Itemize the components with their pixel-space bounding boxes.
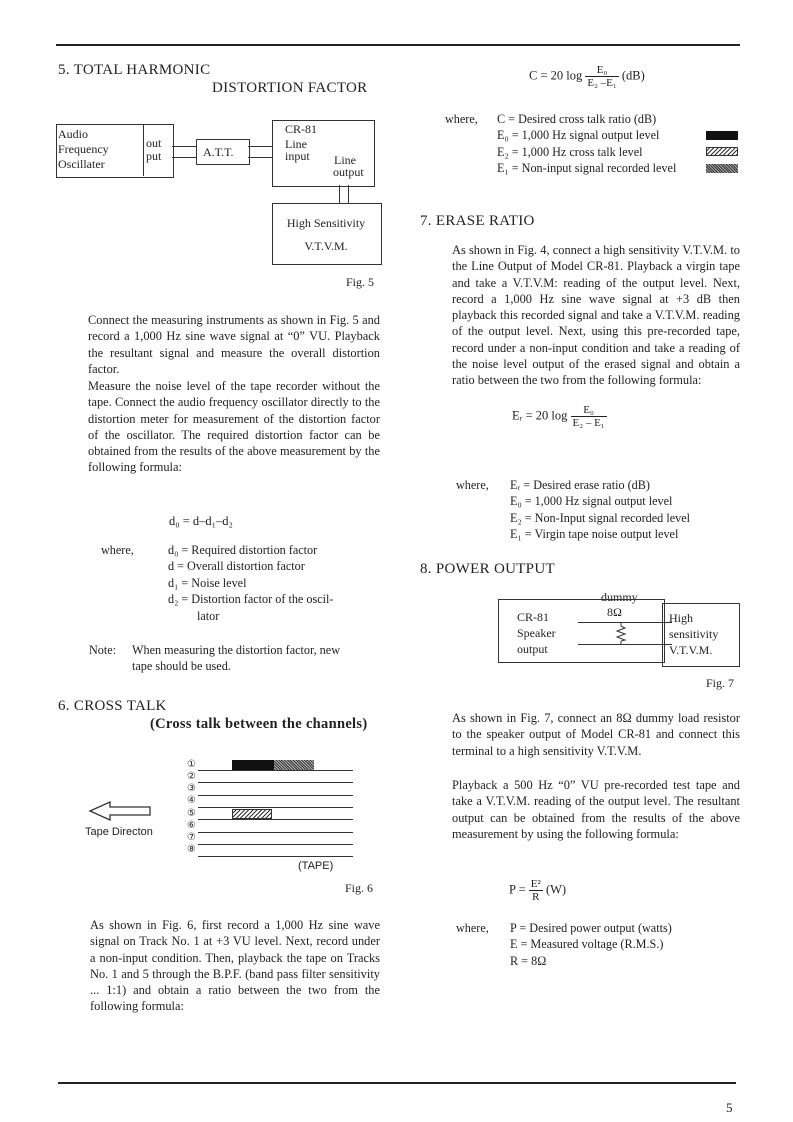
crosstalk-definitions: C = Desired cross talk ratio (dB) E₀ = 1,000 Hz signal output level E₂ = 1,000 Hz cross talk level E₁ = Non-input signal recorded level: [497, 112, 677, 176]
fig7-caption: Fig. 7: [706, 676, 735, 690]
ohm-label: 8Ω: [607, 605, 622, 619]
cr81-speaker-output-label: CR-81 Speaker output: [517, 610, 556, 656]
track5-block: [232, 809, 272, 819]
section6-heading: 6. CROSS TALK: [58, 698, 167, 714]
power-formula: P = $\frac{\text{E²}}{R}$ (W): [509, 878, 567, 903]
section5-where: where,: [101, 543, 134, 557]
resistor-icon: [615, 622, 627, 645]
crosstalk-where: where,: [445, 112, 478, 126]
legend-e1-swatch: [706, 164, 738, 173]
page-number: 5: [726, 1100, 733, 1115]
dummy-label: dummy: [601, 590, 638, 604]
tape-label: (TAPE): [298, 860, 334, 872]
track1-signal-block: [232, 760, 274, 770]
high-sensitivity-vtvm-label: High sensitivity V.T.V.M.: [669, 611, 719, 657]
fig5-caption: Fig. 5: [346, 275, 375, 289]
section5-paragraph-1: Connect the measuring instruments as shown in Fig. 5 and record a 1,000 Hz sine wave signal at “0” VU. Playback the resultant signal and measure the overall distortion factor.: [88, 313, 380, 376]
vtvm-label: High Sensitivity V.T.V.M.: [286, 216, 366, 253]
out-put-label: out put: [146, 136, 162, 163]
section8-definitions: P = Desired power output (watts) E = Measured voltage (R.M.S.) R = 8Ω: [510, 921, 672, 968]
audio-oscillator-label: Audio Frequency Oscillater: [58, 127, 109, 171]
section7-definitions: Eᵣ = Desired erase ratio (dB) E₀ = 1,000 Hz signal output level E₂ = Non-Input signal recorded level E₁ = Virgin tape noise output level: [510, 478, 690, 542]
section6-paragraph: As shown in Fig. 6, first record a 1,000 Hz sine wave signal on Track No. 1 at +3 VU level. Next, record under a non-input condition. Then, playback the tape on Tracks No. 1 and 5 through the B.P.F. (band pass filter sensitivity ... 1:1) and obtain a ratio between the two from the following formula:: [90, 918, 380, 1014]
section8-paragraph-1: As shown in Fig. 7, connect an 8Ω dummy load resistor to the speaker output of Model CR-81 and connect this terminal to a high sensitivity V.T.V.M.: [452, 711, 740, 758]
note-label: Note:: [89, 643, 117, 657]
distortion-formula: d₀ = d–d₁–d₂: [169, 514, 233, 528]
tape-direction-arrow-icon: [88, 800, 152, 822]
legend-e0-swatch: [706, 131, 738, 140]
track1-crosstalk-block: [274, 760, 314, 770]
line-output-label: Line output: [333, 153, 364, 179]
section7-paragraph: As shown in Fig. 4, connect a high sensitivity V.T.V.M. to the Line Output of Model CR-81. Playback a virgin tape and take a V.T.V.M: reading of the output level. Next, record a 1,000 Hz sine wave signal at +3 dB then playback this recorded signal and take a V.T.V.M. reading of the output level. Next, using this pre-recorded tape, record under a non-input condition and take a reading of the noise level output of the erased signal and obtain a ratio between the two from the following formula:: [452, 243, 740, 388]
section7-heading: 7. ERASE RATIO: [420, 213, 535, 229]
section8-heading: 8. POWER OUTPUT: [420, 561, 555, 577]
att-label: A.T.T.: [203, 145, 234, 159]
erase-ratio-formula: Eᵣ = 20 log $\frac{\text{E₀}}{\text{E₂ – E₁}}$: [512, 404, 605, 429]
line-input-label: Line input: [285, 137, 310, 163]
section5-heading-2: DISTORTION FACTOR: [212, 80, 368, 96]
section5-heading-1: 5. TOTAL HARMONIC: [58, 62, 211, 78]
top-rule: [56, 44, 740, 46]
crosstalk-formula: C = 20 log $\frac{\text{E₀}}{\text{E₂ –E₁}}$ (dB): [529, 64, 645, 89]
section7-where: where,: [456, 478, 489, 492]
fig6-caption: Fig. 6: [345, 881, 374, 895]
section5-paragraph-2: Measure the noise level of the tape recorder without the tape. Connect the audio frequency oscillator directly to the distortion meter for measurement of the distortion factor of the oscillator. The required distortion factor can be obtained from the results of the above measurement by the following formula:: [88, 379, 380, 475]
cr81-label: CR-81: [285, 122, 318, 136]
section8-where: where,: [456, 921, 489, 935]
bottom-rule: [58, 1082, 736, 1084]
note-text: When measuring the distortion factor, new tape should be used.: [132, 643, 340, 674]
section8-paragraph-2: Playback a 500 Hz “0” VU pre-recorded test tape and take a V.T.V.M. reading of the output level. The resultant output can be obtained from the results of the above measurement by using the following formula:: [452, 778, 740, 841]
section6-subheading: (Cross talk between the channels): [150, 716, 368, 732]
tape-direction-label: Tape Directon: [85, 826, 153, 838]
section5-definitions: d₀ = Required distortion factor d = Overall distortion factor d₁ = Noise level d₂ = Distortion factor of the oscil- lator: [168, 543, 334, 623]
legend-e2-swatch: [706, 147, 738, 156]
